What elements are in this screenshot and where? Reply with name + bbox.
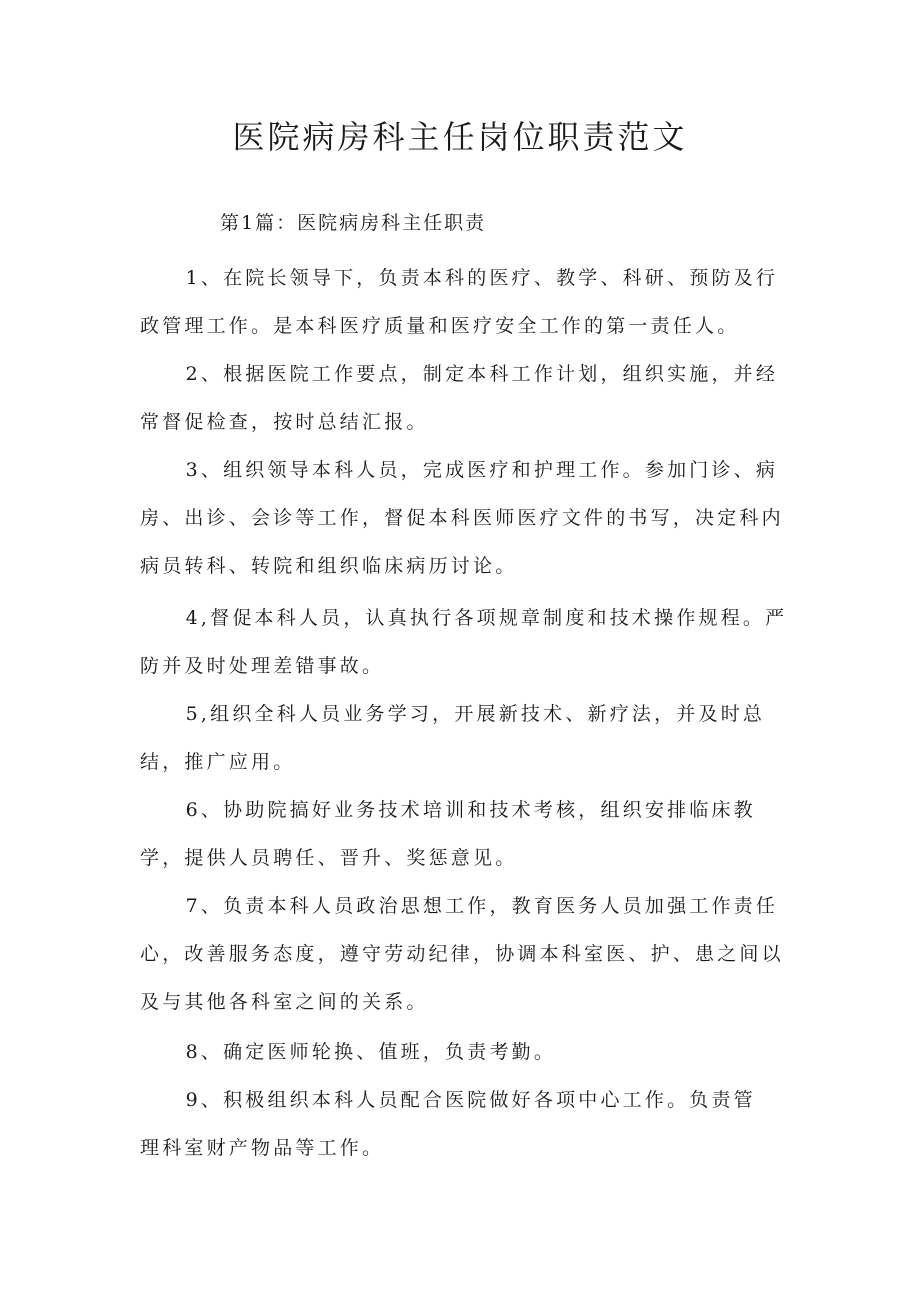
paragraph-1: 1、在院长领导下，负责本科的医疗、教学、科研、预防及行政管理工作。是本科医疗质量和医疗安全工作的第一责任人。 <box>140 267 779 337</box>
paragraph-6: 6、协助院搞好业务技术培训和技术考核，组织安排临床教学，提供人员聘任、晋升、奖惩意见。 <box>140 799 756 869</box>
paragraph-7: 7、负责本科人员政治思想工作，教育医务人员加强工作责任心，改善服务态度，遵守劳动纪律，协调本科室医、护、患之间以及与其他各科室之间的关系。 <box>140 895 784 1013</box>
section-heading: 第1篇：医院病房科主任职责 <box>220 212 487 234</box>
document-title: 医院病房科主任岗位职责范文 <box>232 118 688 156</box>
paragraph-8: 8、确定医师轮换、值班，负责考勤。 <box>185 1041 557 1063</box>
paragraph-5: 5,组织全科人员业务学习，开展新技术、新疗法，并及时总结，推广应用。 <box>140 703 766 773</box>
paragraph-9: 9、积极组织本科人员配合医院做好各项中心工作。负责管理科室财产物品等工作。 <box>140 1089 756 1159</box>
paragraph-2: 2、根据医院工作要点，制定本科工作计划，组织实施，并经常督促检查，按时总结汇报。 <box>140 363 779 433</box>
paragraph-3: 3、组织领导本科人员，完成医疗和护理工作。参加门诊、病房、出诊、会诊等工作，督促本科医师医疗文件的书写，决定科内病员转科、转院和组织临床病历讨论。 <box>140 459 784 577</box>
paragraph-4: 4,督促本科人员，认真执行各项规章制度和技术操作规程。严防并及时处理差错事故。 <box>140 607 788 677</box>
